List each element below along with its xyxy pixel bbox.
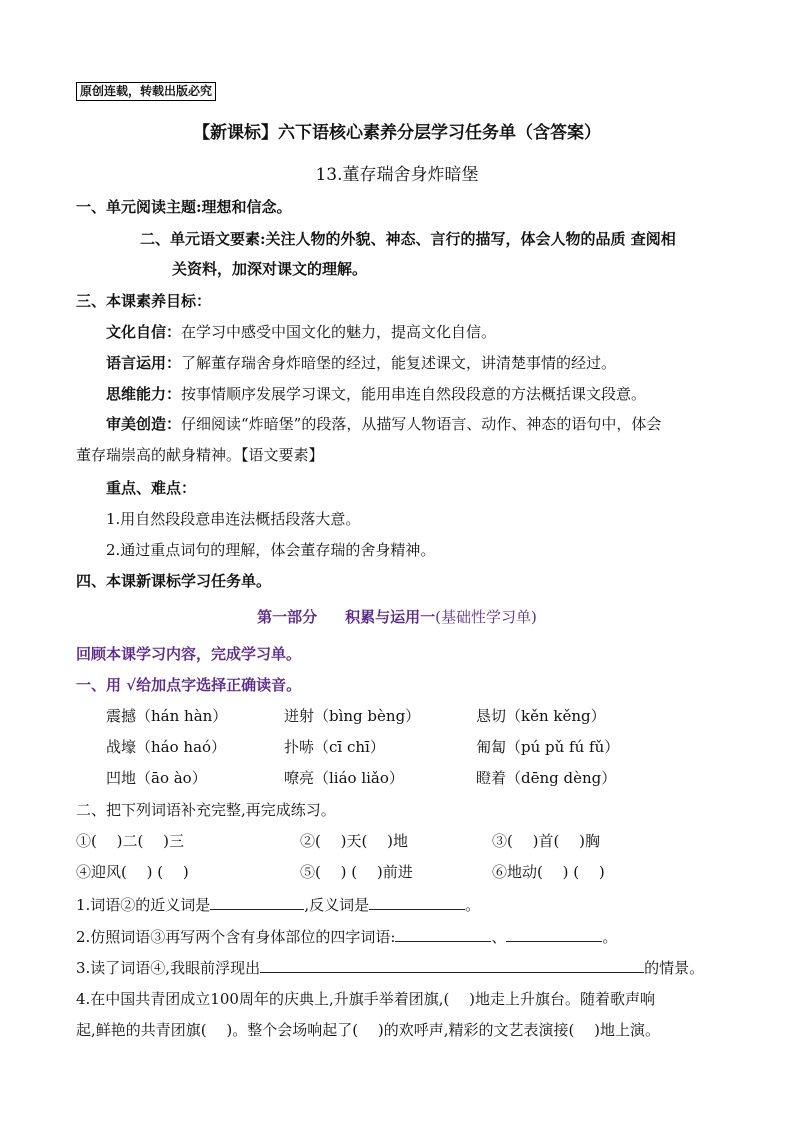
section-2: 二、单元语文要素:关注人物的外貌、神态、言行的描写，体会人物的品质 查阅相 <box>140 230 676 248</box>
goal-label: 思维能力： <box>106 385 182 403</box>
goal-aesthetic <box>106 413 661 435</box>
idiom-item: ①( )二( )三 <box>76 832 184 850</box>
exercise-text: 3.读了词语④,我眼前浮现出 <box>76 959 261 977</box>
key-point-2: 2.通过重点词句的理解，体会董存瑞的舍身精神。 <box>106 541 436 559</box>
review-instruction: 回顾本课学习内容，完成学习单。 <box>76 645 302 663</box>
exercise-text: 。 <box>602 928 618 946</box>
idiom-item: ②( )天( )地 <box>300 832 408 850</box>
idiom-item: ⑥地动( ) ( ) <box>492 863 605 881</box>
exercise-2 <box>76 925 617 948</box>
exercise-text: 的情景。 <box>644 959 705 977</box>
goal-thinking <box>106 383 646 405</box>
exercise-3 <box>76 956 704 979</box>
section-2-cont: 关资料，加深对课文的理解。 <box>172 260 368 278</box>
page-title: 【新课标】六下语核心素养分层学习任务单（含答案） <box>193 123 601 143</box>
pinyin-item: 战壕（háo haó） <box>106 738 227 756</box>
section-4: 四、本课新课标学习任务单。 <box>76 572 272 590</box>
part-type: (基础性学习单) <box>435 608 537 626</box>
pinyin-item: 迸射（bìng bèng） <box>284 707 421 725</box>
part-heading <box>0 606 794 627</box>
part-number: 第一部分 <box>257 608 318 626</box>
goal-aesthetic-cont: 董存瑞崇高的献身精神。【语文要素】 <box>76 446 324 464</box>
pinyin-item: 匍匐（pú pǔ fú fǔ） <box>476 738 620 756</box>
copyright-stamp: 原创连载，转载出版必究 <box>76 82 216 101</box>
goal-culture <box>106 321 496 343</box>
pinyin-item: 恳切（kěn kěng） <box>476 707 606 725</box>
exercise-text: ,反义词是 <box>304 896 370 914</box>
exercise-text: 1.词语②的近义词是 <box>76 896 211 914</box>
exercise-4-cont: 起,鲜艳的共青团旗( )。整个会场响起了( )的欢呼声,精彩的文艺表演接( )地上演。 <box>76 1021 660 1039</box>
goal-text: 按事情顺序发展学习课文，能用串连自然段段意的方法概括课文段意。 <box>181 385 647 403</box>
goal-label: 文化自信： <box>106 323 182 341</box>
answer-blank[interactable] <box>395 925 491 942</box>
goal-label: 审美创造： <box>106 415 182 433</box>
answer-blank[interactable] <box>506 925 602 942</box>
goal-text: 仔细阅读“炸暗堡”的段落，从描写人物语言、动作、神态的语句中，体会 <box>181 415 662 433</box>
pinyin-item: 瞪着（dēng dèng） <box>476 769 617 787</box>
lesson-title: 13.董存瑞舍身炸暗堡 <box>315 165 479 185</box>
pinyin-item: 嘹亮（liáo liǎo） <box>284 769 404 787</box>
exercise-text: 。 <box>465 896 481 914</box>
answer-blank[interactable] <box>210 893 304 910</box>
pinyin-item: 震撼（hán hàn） <box>106 707 228 725</box>
exercise-text: 、 <box>491 928 507 946</box>
question-2: 二、把下列词语补充完整,再完成练习。 <box>76 801 336 819</box>
idiom-item: ③( )首( )胸 <box>492 832 600 850</box>
answer-blank[interactable] <box>369 893 465 910</box>
question-1: 一、用 √给加点字选择正确读音。 <box>76 676 302 694</box>
section-1: 一、单元阅读主题:理想和信念。 <box>76 198 292 216</box>
pinyin-item: 凹地（āo ào） <box>106 769 207 787</box>
exercise-1 <box>76 893 480 916</box>
goal-text: 在学习中感受中国文化的魅力，提高文化自信。 <box>181 323 497 341</box>
goal-label: 语言运用： <box>106 354 182 372</box>
exercise-4: 4.在中国共青团成立100周年的庆典上,升旗手举着团旗,( )地走上升旗台。随着歌声响 <box>76 990 655 1008</box>
part-name: 积累与运用一 <box>345 608 436 626</box>
goal-language <box>106 352 616 374</box>
exercise-text: 2.仿照词语③再写两个含有身体部位的四字词语: <box>76 928 396 946</box>
answer-blank[interactable] <box>260 956 644 973</box>
pinyin-item: 扑哧（cī chī） <box>284 738 385 756</box>
idiom-item: ⑤( ) ( )前进 <box>300 863 413 881</box>
key-points-label: 重点、难点： <box>106 479 197 497</box>
key-point-1: 1.用自然段段意串连法概括段落大意。 <box>106 510 361 528</box>
section-3: 三、本课素养目标： <box>76 292 212 310</box>
idiom-item: ④迎风( ) ( ) <box>76 863 189 881</box>
goal-text: 了解董存瑞舍身炸暗堡的经过，能复述课文，讲清楚事情的经过。 <box>181 354 617 372</box>
